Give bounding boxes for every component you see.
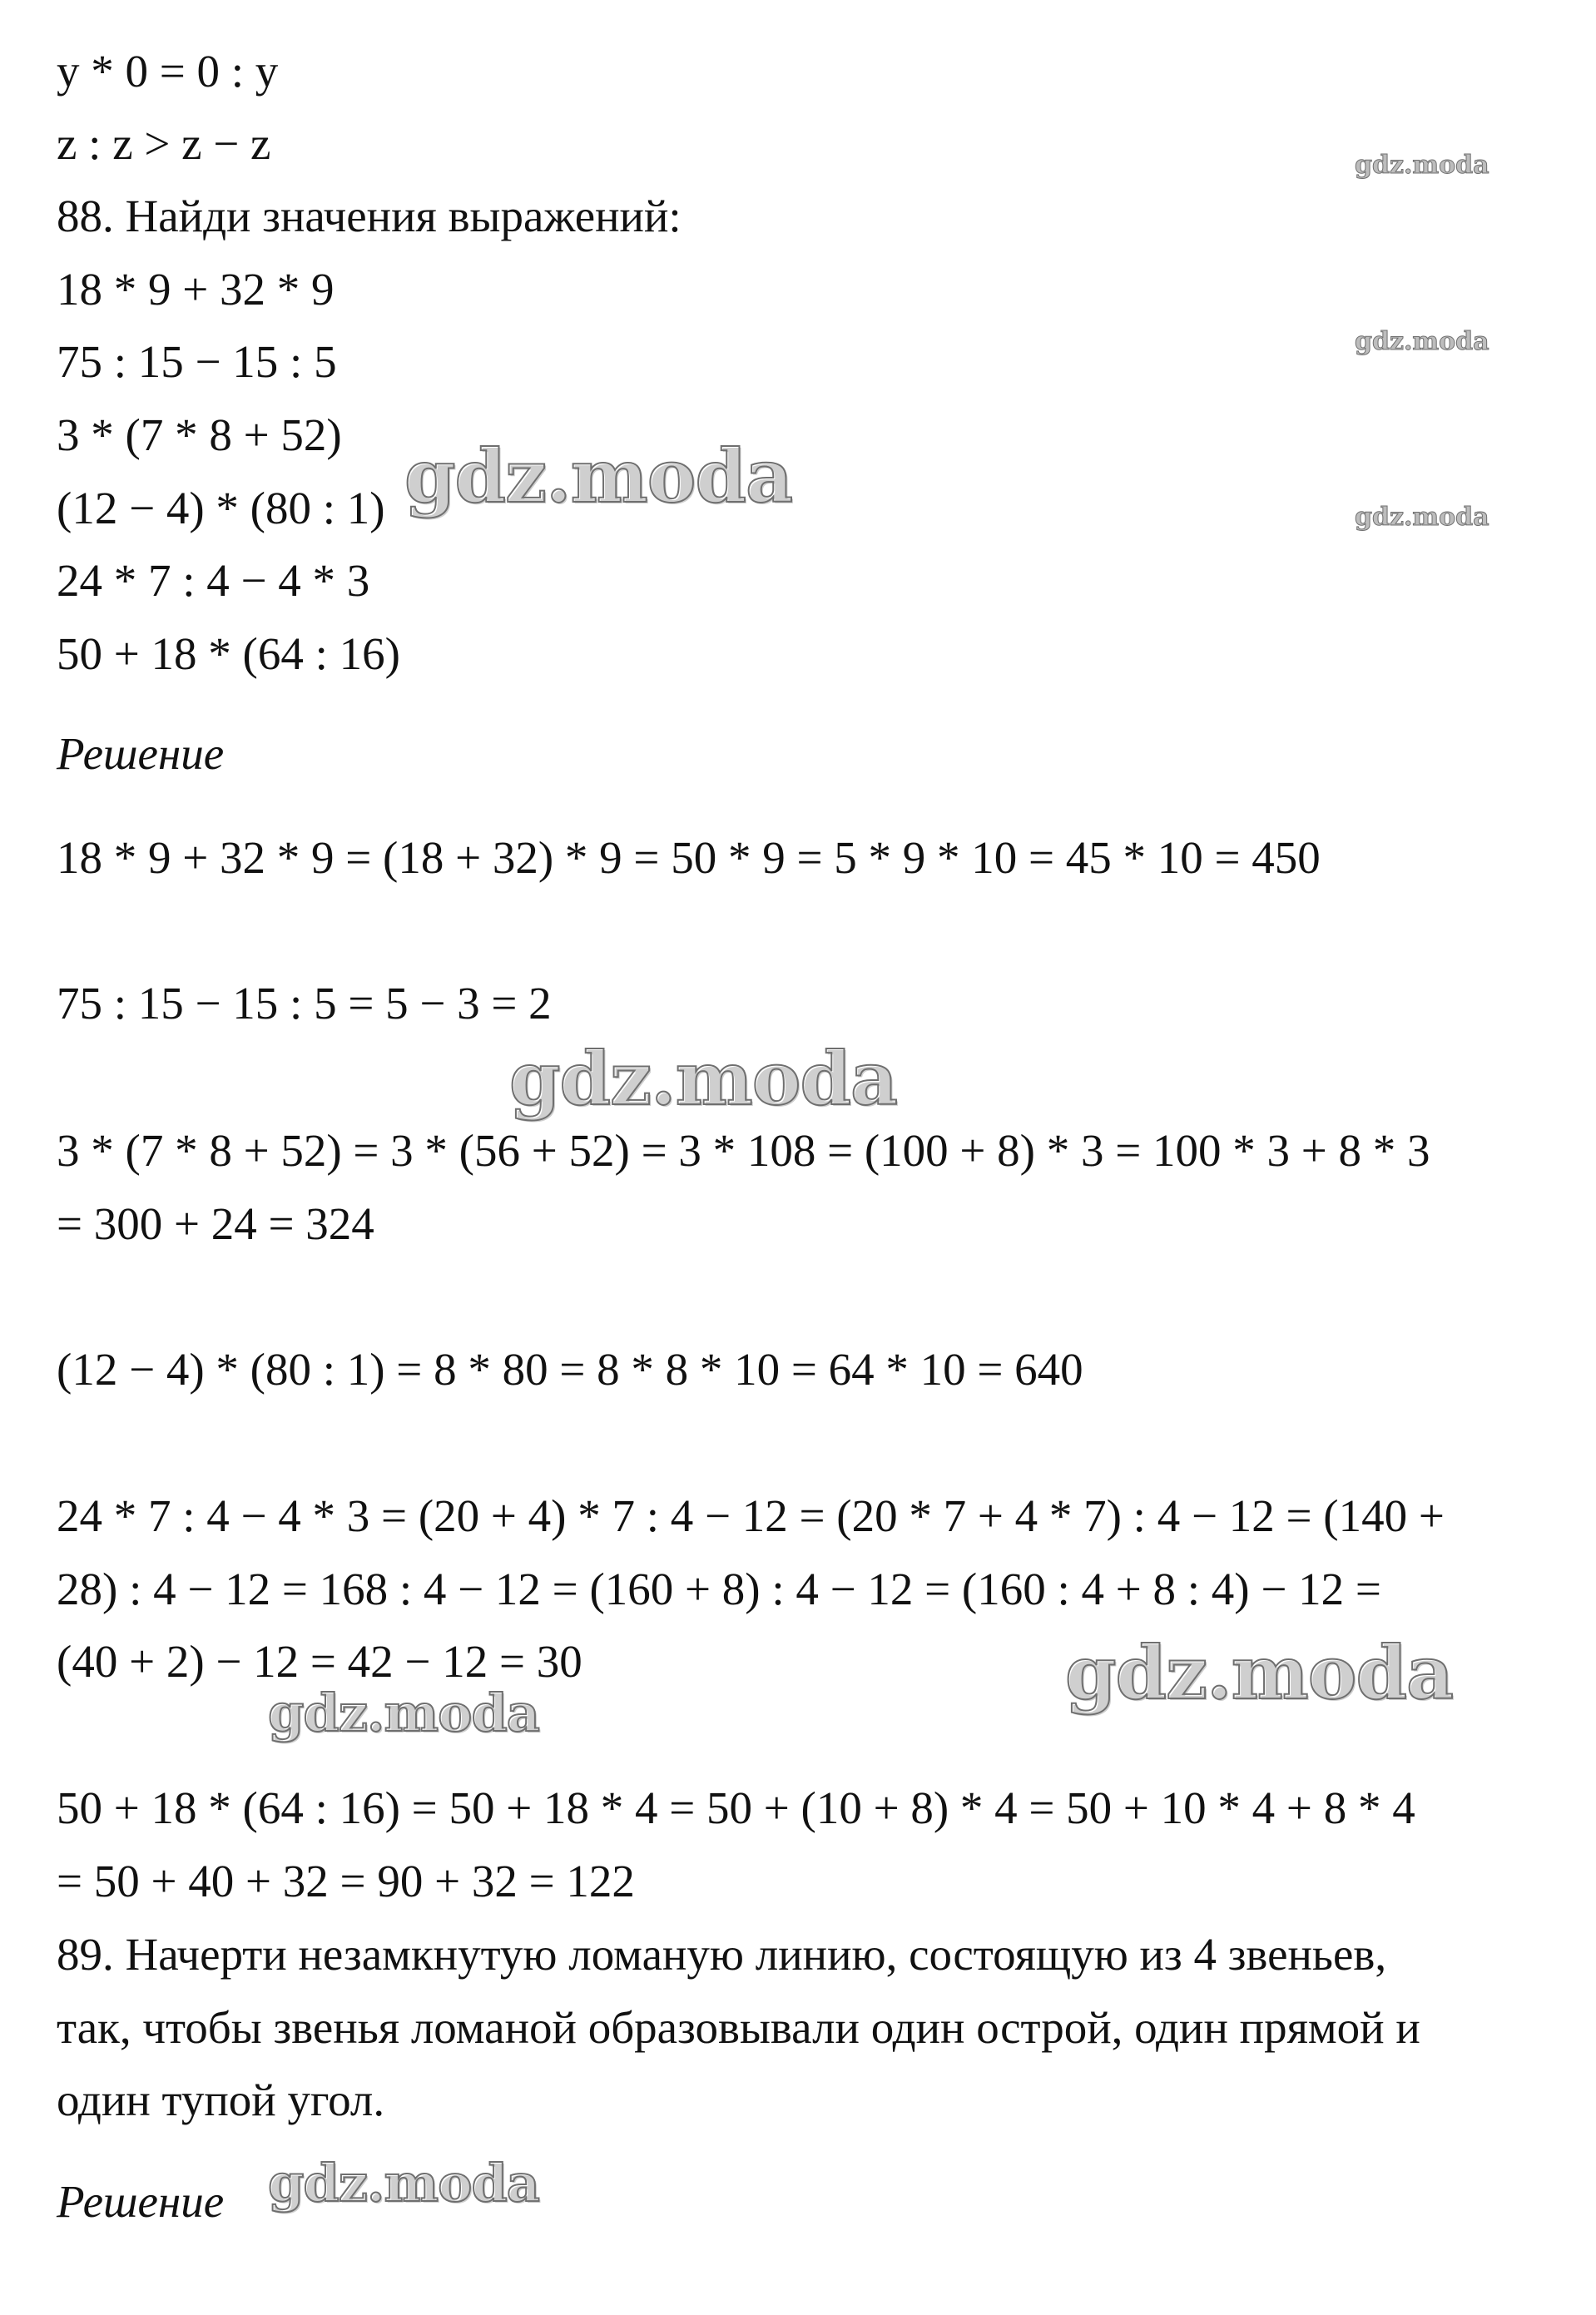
solution-line-5-cont-2: (40 + 2) − 12 = 42 − 12 = 30: [57, 1636, 582, 1687]
solution-line-6: 50 + 18 * (64 : 16) = 50 + 18 * 4 = 50 + (10 + 8) * 4 = 50 + 10 * 4 + 8 * 4: [57, 1782, 1415, 1833]
text-line-1: y * 0 = 0 : y: [57, 46, 279, 97]
watermark-small-2: gdz.moda: [1355, 327, 1489, 356]
text-line-2: z : z > z − z: [57, 118, 271, 169]
solution-label-89: Решение: [57, 2176, 225, 2227]
expression-4: (12 − 4) * (80 : 1): [57, 483, 385, 533]
expression-1: 18 * 9 + 32 * 9: [57, 264, 335, 315]
exercise-89-heading: 89. Начерти незамкнутую ломаную линию, состоящую из 4 звеньев,: [57, 1929, 1387, 1980]
exercise-89-line-2: так, чтобы звенья ломаной образовывали один острой, один прямой и: [57, 2002, 1420, 2053]
solution-label-88: Решение: [57, 728, 225, 779]
watermark-large-3: gdz.moda: [1065, 1629, 1454, 1716]
watermark-medium-1: gdz.moda: [268, 1683, 539, 1743]
watermark-small-3: gdz.moda: [1355, 503, 1489, 532]
expression-3: 3 * (7 * 8 + 52): [57, 409, 342, 460]
solution-line-4: (12 − 4) * (80 : 1) = 8 * 80 = 8 * 8 * 10 = 64 * 10 = 640: [57, 1344, 1083, 1395]
watermark-large-2: gdz.moda: [509, 1035, 898, 1122]
solution-line-6-cont: = 50 + 40 + 32 = 90 + 32 = 122: [57, 1856, 635, 1906]
solution-line-1: 18 * 9 + 32 * 9 = (18 + 32) * 9 = 50 * 9 = 5 * 9 * 10 = 45 * 10 = 450: [57, 832, 1321, 883]
watermark-large-1: gdz.moda: [404, 433, 793, 519]
exercise-88-heading: 88. Найди значения выражений:: [57, 191, 682, 241]
solution-line-5-cont-1: 28) : 4 − 12 = 168 : 4 − 12 = (160 + 8) : 4 − 12 = (160 : 4 + 8 : 4) − 12 =: [57, 1564, 1381, 1614]
solution-line-3-cont: = 300 + 24 = 324: [57, 1198, 374, 1249]
solution-line-3: 3 * (7 * 8 + 52) = 3 * (56 + 52) = 3 * 108 = (100 + 8) * 3 = 100 * 3 + 8 * 3: [57, 1125, 1430, 1176]
watermark-small-1: gdz.moda: [1355, 151, 1489, 180]
solution-line-2: 75 : 15 − 15 : 5 = 5 − 3 = 2: [57, 978, 552, 1029]
exercise-89-line-3: один тупой угол.: [57, 2075, 385, 2125]
expression-2: 75 : 15 − 15 : 5: [57, 336, 337, 387]
solution-line-5: 24 * 7 : 4 − 4 * 3 = (20 + 4) * 7 : 4 − 12 = (20 * 7 + 4 * 7) : 4 − 12 = (140 +: [57, 1490, 1445, 1541]
expression-5: 24 * 7 : 4 − 4 * 3: [57, 555, 370, 606]
watermark-medium-2: gdz.moda: [268, 2153, 539, 2213]
expression-6: 50 + 18 * (64 : 16): [57, 628, 400, 679]
